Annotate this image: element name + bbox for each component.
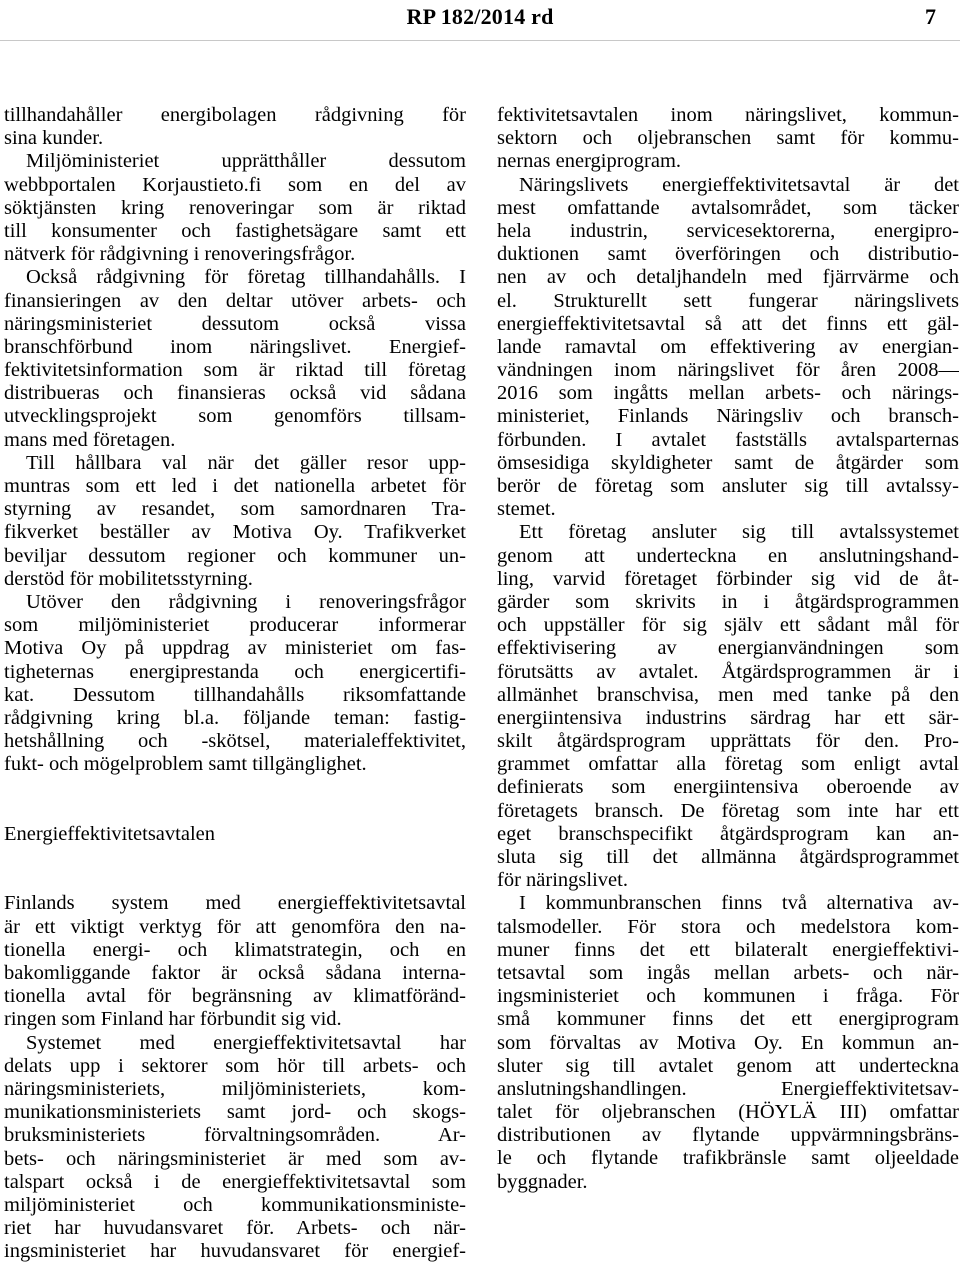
text-line: allmänhet branschvisa, men med tanke på den bbox=[497, 683, 959, 706]
text-line: nätverk för rådgivning i renoveringsfrågor. bbox=[4, 243, 356, 266]
section-heading: Energieffektivitetsavtalen bbox=[4, 823, 215, 846]
text-line: ministeriet, Finlands Näringsliv och bransch- bbox=[497, 405, 959, 428]
text-line: fektivitetsavtalen inom näringslivet, kommun- bbox=[497, 104, 959, 126]
document-id: RP 182/2014 rd bbox=[406, 4, 554, 29]
text-line: och uppställer för sig själv ett sådant mål för bbox=[497, 614, 959, 637]
text-line: söktjänsten kring renoveringar som är riktad bbox=[4, 196, 466, 219]
text-line: näringsministeriet dessutom också vissa bbox=[4, 312, 466, 335]
text-line: hela industrin, servicesektorerna, energipro- bbox=[497, 219, 959, 242]
text-line: anslutningshandlingen. Energieffektivitetsav- bbox=[497, 1077, 959, 1100]
text-line: små kommuner finns det ett energiprogram bbox=[497, 1008, 959, 1031]
text-line: rådgivning kring bl.a. följande teman: fastig- bbox=[4, 706, 466, 729]
text-line: mest omfattande avtalsområdet, som täcker bbox=[497, 196, 959, 219]
text-line: förutsätts av avtalet. Åtgärdsprogrammen är i bbox=[497, 660, 959, 683]
text-line: sektorn och oljebranschen samt för kommu- bbox=[497, 127, 959, 150]
text-line: tigheternas energiprestanda och energicertifi- bbox=[4, 660, 466, 683]
text-line: mans med företagen. bbox=[4, 428, 176, 451]
text-line: sina kunder. bbox=[4, 127, 104, 150]
text-line: Miljöministeriet upprätthåller dessutom bbox=[26, 150, 466, 173]
text-line: vändningen inom näringslivet för åren 2008— bbox=[497, 359, 959, 382]
text-line: le och flytande trafikbränsle samt oljeeldade bbox=[497, 1147, 959, 1170]
text-line: bruksministeriets förvaltningsområden. Ar- bbox=[4, 1124, 466, 1147]
left-column bbox=[4, 104, 466, 1263]
text-line: är ett viktigt verktyg för att genomföra den na- bbox=[4, 915, 466, 938]
text-line: lande ramavtal om effektivering av energian- bbox=[497, 335, 959, 358]
text-line: Ett företag ansluter sig till avtalssystemet bbox=[519, 521, 959, 544]
text-line: för näringslivet. bbox=[497, 869, 628, 892]
text-line: ingsministeriet har huvudansvaret för energief- bbox=[4, 1240, 466, 1263]
text-line: Näringslivets energieffektivitetsavtal är det bbox=[519, 173, 959, 196]
text-line: energiintensiva industrins särdrag har ett sär- bbox=[497, 706, 959, 729]
text-line: utvecklingsprojekt som genomförs tillsam- bbox=[4, 405, 466, 428]
text-line: energieffektivitetsavtal så att det finns ett gäl- bbox=[497, 312, 959, 335]
text-line: talet för oljebranschen (HÖYLÄ III) omfattar bbox=[497, 1101, 959, 1124]
text-line: tillhandahåller energibolagen rådgivning för bbox=[4, 104, 466, 126]
text-line: Också rådgivning för företag tillhandahålls. I bbox=[26, 266, 466, 289]
left-text-block bbox=[4, 104, 466, 776]
text-line: tionella avtal för begränsning av klimatföränd- bbox=[4, 985, 466, 1008]
text-line: kat. Dessutom tillhandahålls riksomfattande bbox=[4, 683, 466, 706]
text-line: 2016 som ingåtts mellan arbets- och närings- bbox=[497, 382, 959, 405]
text-line: ringen som Finland har förbundit sig vid. bbox=[4, 1008, 342, 1031]
text-line: definierats som energiintensiva oberoende av bbox=[497, 776, 959, 799]
text-line: som förvaltas av Motiva Oy. En kommun an- bbox=[497, 1031, 959, 1054]
text-line: derstöd för mobilitetsstyrning. bbox=[4, 567, 253, 590]
text-line: ling, varvid företaget förbinder sig vid de åt- bbox=[497, 567, 959, 590]
section-gap bbox=[4, 846, 466, 892]
header-rule bbox=[0, 40, 960, 41]
text-line: företagets bransch. De företag som inte har ett bbox=[497, 799, 959, 822]
text-line: styrning av resandet, som samordnaren Tra- bbox=[4, 498, 466, 521]
text-line: munikationsministeriets samt jord- och skogs- bbox=[4, 1101, 466, 1124]
text-line: sluta sig till det allmänna åtgärdsprogrammet bbox=[497, 846, 959, 868]
text-line: tetsavtal som ingås mellan arbets- och när- bbox=[497, 961, 959, 984]
text-line: miljöministeriet och kommunikationsministe- bbox=[4, 1193, 466, 1216]
text-line: muntras som ett led i det nationella arbetet för bbox=[4, 475, 466, 497]
text-line: fikverket beställer av Motiva Oy. Trafikverket bbox=[4, 521, 466, 544]
right-text-block bbox=[497, 104, 959, 1194]
text-line: webbportalen Korjaustieto.fi som en del av bbox=[4, 173, 466, 196]
text-line: Till hållbara val när det gäller resor upp- bbox=[26, 451, 466, 474]
text-line: delats upp i sektorer som hör till arbets- och bbox=[4, 1054, 466, 1077]
text-line: distributionen av flytande uppvärmningsbräns- bbox=[497, 1124, 959, 1147]
text-line: talspart också i de energieffektivitetsavtal som bbox=[4, 1170, 466, 1193]
text-line: Finlands system med energieffektivitetsavtal bbox=[4, 892, 466, 915]
text-line: fukt- och mögelproblem samt tillgänglighet. bbox=[4, 753, 367, 776]
text-line: riet har huvudansvaret för. Arbets- och när- bbox=[4, 1217, 466, 1240]
text-line: berör de företag som ansluter sig till avtalssy- bbox=[497, 475, 959, 497]
text-line: duktionen samt överföringen och distributio- bbox=[497, 243, 959, 266]
text-line: bakomliggande faktor är också sådana interna- bbox=[4, 962, 466, 984]
text-line: näringsministeriets, miljöministeriets, kom- bbox=[4, 1077, 466, 1100]
text-line: grammet omfattar alla företag som enligt avtal bbox=[497, 753, 959, 776]
text-line: Motiva Oy på uppdrag av ministeriet om fas- bbox=[4, 637, 466, 660]
text-line: skilt åtgärdsprogram upprättats för den. Pro- bbox=[497, 730, 959, 753]
section-gap bbox=[4, 776, 466, 822]
text-line: bets- och näringsministeriet är med som av- bbox=[4, 1147, 466, 1170]
left-section-body bbox=[4, 892, 466, 1263]
text-line: branschförbund inom näringslivet. Energief- bbox=[4, 335, 466, 358]
text-line: I kommunbranschen finns två alternativa av- bbox=[519, 892, 959, 915]
text-line: stemet. bbox=[497, 498, 556, 521]
text-line: sluter sig till avtalet genom att underteckna bbox=[497, 1054, 959, 1077]
text-line: finansieringen av den deltar utöver arbets- och bbox=[4, 289, 466, 312]
text-line: ömsesidiga skyldigheter samt de åtgärder som bbox=[497, 451, 959, 474]
text-line: eget branschspecifikt åtgärdsprogram kan an- bbox=[497, 822, 959, 845]
text-line: effektivisering av energianvändningen som bbox=[497, 637, 959, 660]
text-line: Utöver den rådgivning i renoveringsfrågor bbox=[26, 590, 466, 613]
text-line: tionella energi- och klimatstrategin, och en bbox=[4, 938, 466, 961]
text-line: ingsministeriet och kommunen i fråga. För bbox=[497, 985, 959, 1008]
text-line: genom att underteckna en anslutningshand- bbox=[497, 544, 959, 567]
text-line: distribueras och finansieras också vid sådana bbox=[4, 382, 466, 405]
text-line: Systemet med energieffektivitetsavtal har bbox=[26, 1031, 466, 1054]
text-line: till konsumenter och fastighetsägare samt ett bbox=[4, 219, 466, 242]
text-line: el. Strukturellt sett fungerar näringslivets bbox=[497, 289, 959, 312]
text-line: gärder som skrivits in i åtgärdsprogrammen bbox=[497, 590, 959, 613]
page-number: 7 bbox=[925, 4, 936, 29]
right-column bbox=[497, 104, 959, 1194]
text-line: fektivitetsinformation som är riktad till företag bbox=[4, 359, 466, 382]
text-line: förbunden. I avtalet fastställs avtalsparternas bbox=[497, 428, 959, 451]
text-line: muner finns det ett bilateralt energieffektivi- bbox=[497, 938, 959, 961]
text-line: hetshållning och -skötsel, materialeffektivitet, bbox=[4, 730, 466, 753]
text-line: talsmodeller. För stora och medelstora kom- bbox=[497, 915, 959, 938]
text-line: som miljöministeriet producerar informerar bbox=[4, 614, 466, 637]
text-line: byggnader. bbox=[497, 1170, 588, 1193]
text-line: nernas energiprogram. bbox=[497, 150, 682, 173]
text-line: beviljar dessutom regioner och kommuner un- bbox=[4, 544, 466, 567]
text-line: nen av och detaljhandeln med fjärrvärme och bbox=[497, 266, 959, 289]
